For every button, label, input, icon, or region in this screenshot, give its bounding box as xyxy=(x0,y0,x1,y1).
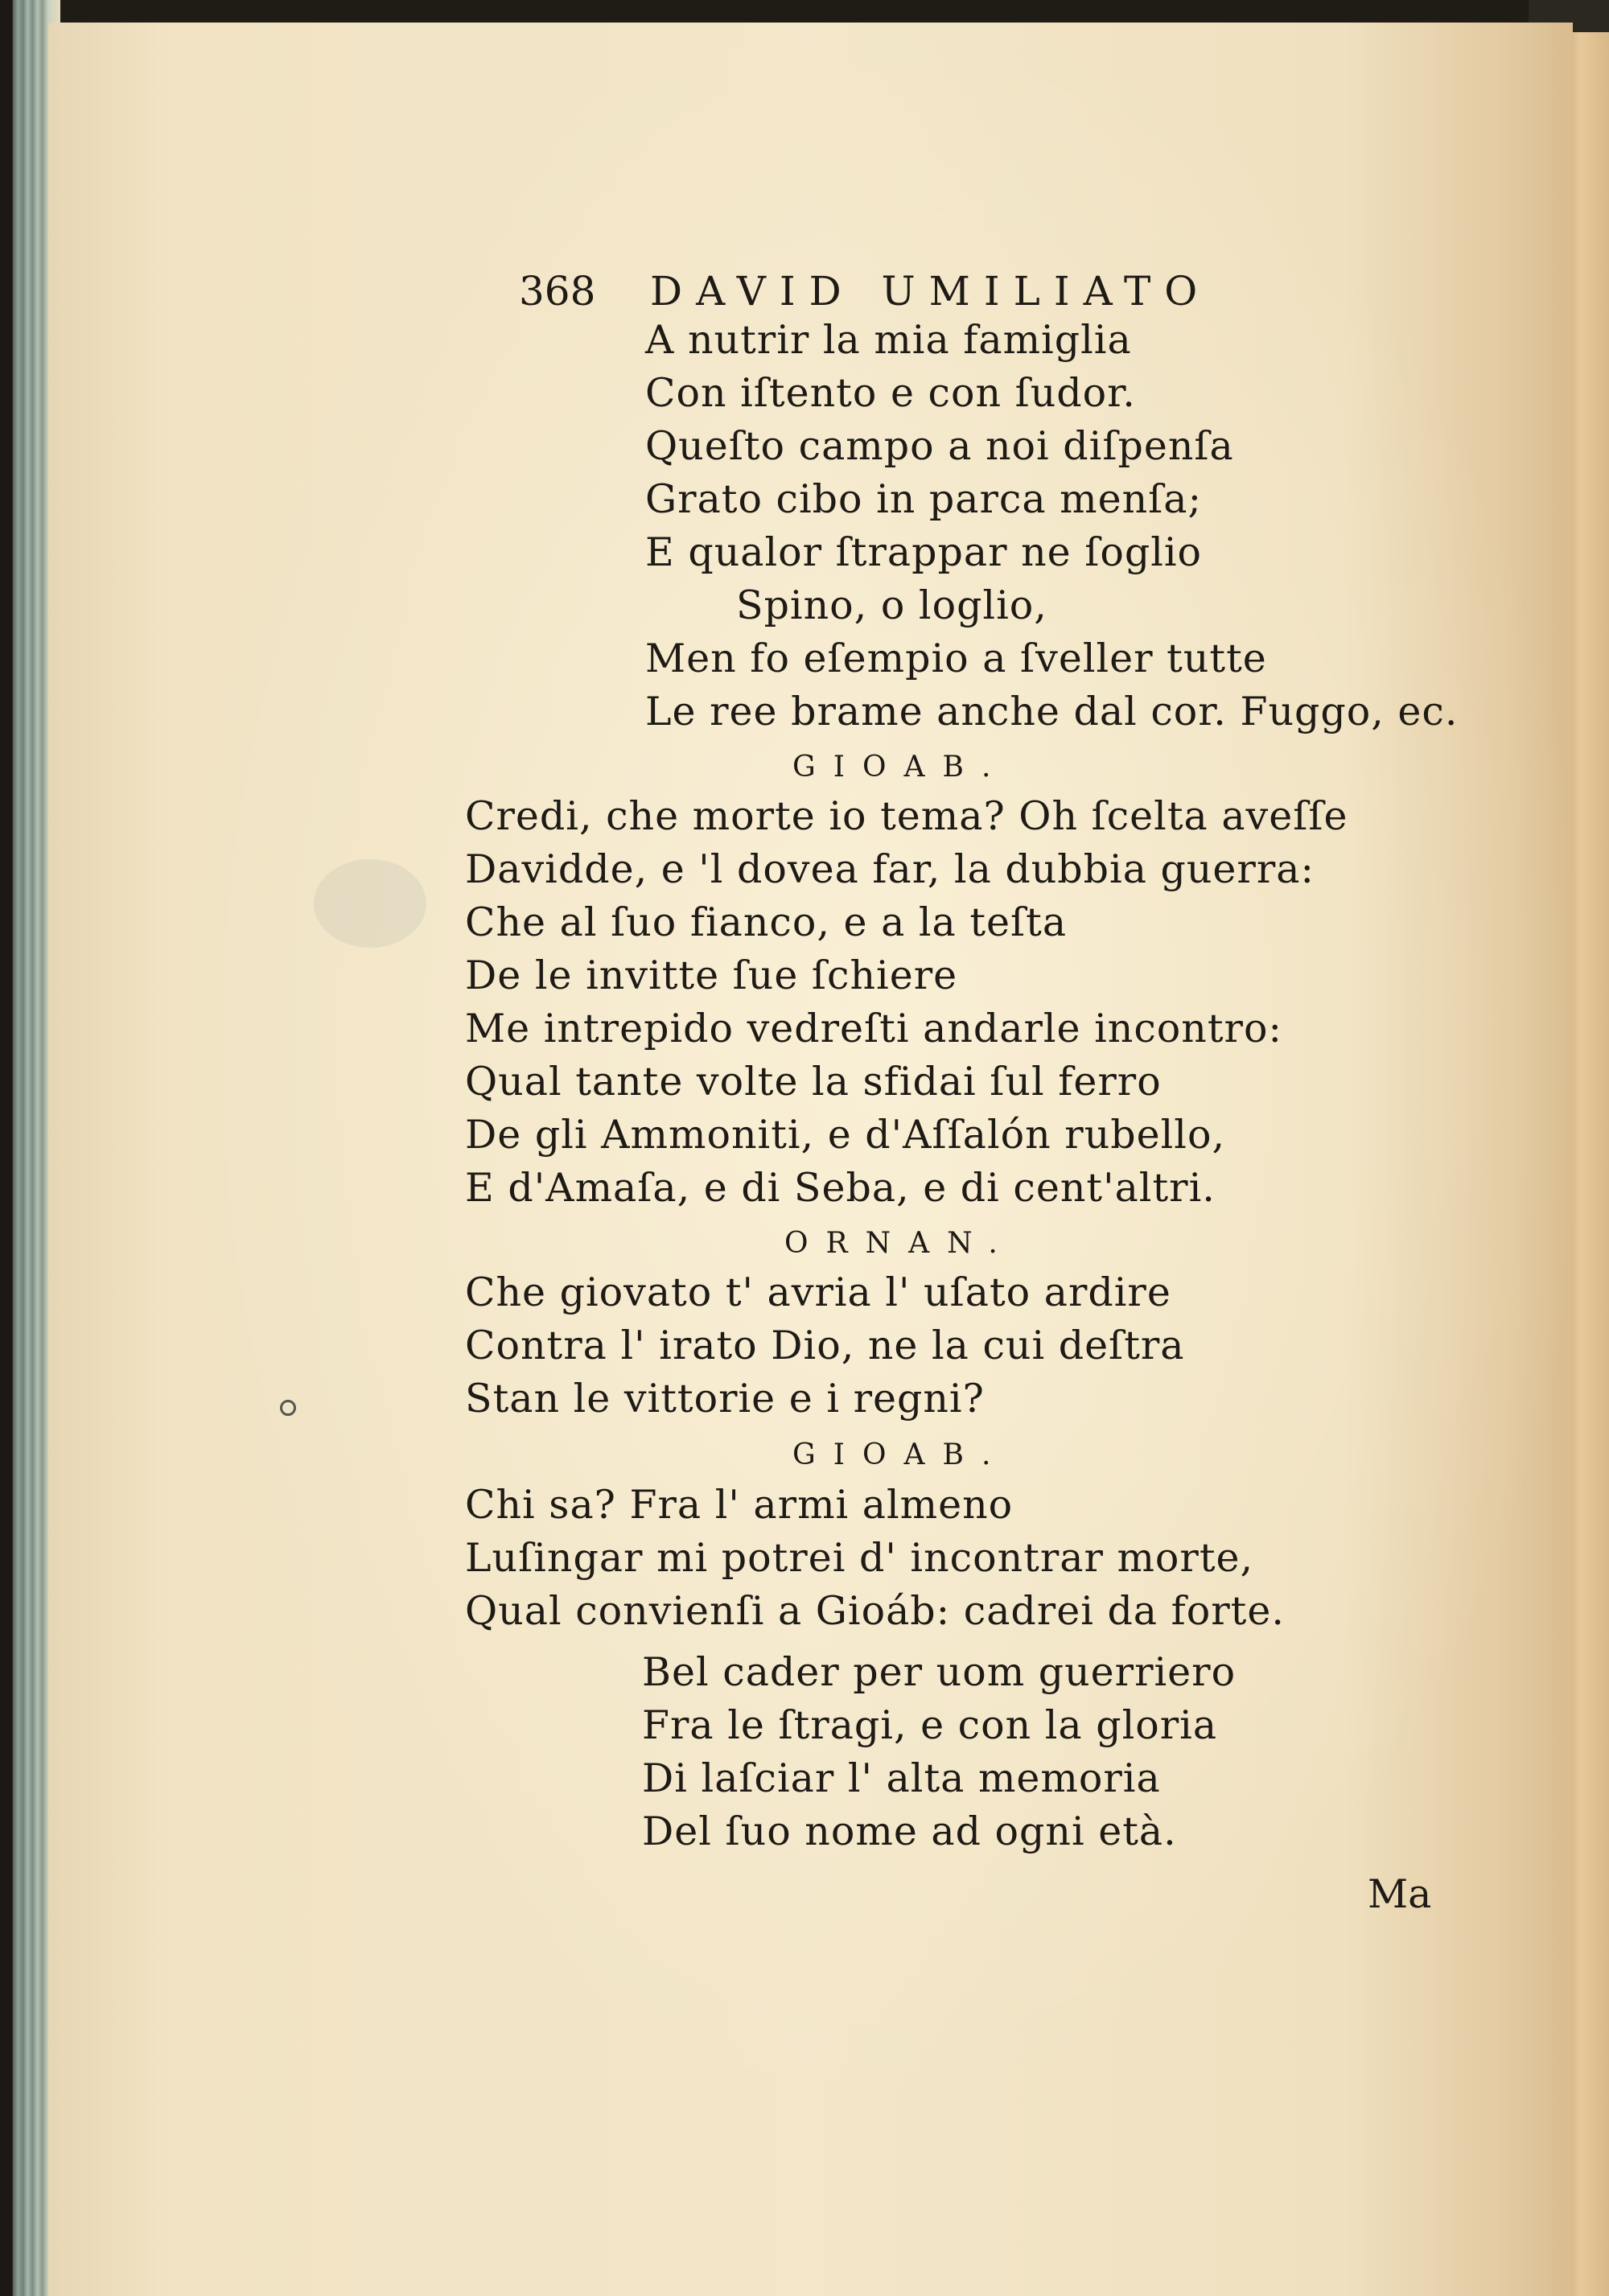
verse-line: Credi, che morte io tema? Oh ſcelta aveſſe xyxy=(465,793,1348,839)
verse-line: A nutrir la mia famiglia xyxy=(645,317,1132,363)
speaker-name: GIOAB. xyxy=(792,1438,1009,1471)
speaker-name: ORNAN. xyxy=(784,1227,1015,1260)
verse-line: Fra le ſtragi, e con la gloria xyxy=(642,1702,1218,1748)
verse-line: Del ſuo nome ad ogni età. xyxy=(642,1808,1177,1854)
verse-line: Contra l' irato Dio, ne la cui deſtra xyxy=(465,1323,1185,1368)
catchword: Ma xyxy=(1368,1871,1432,1917)
verse-line: Davidde, e 'l dovea far, la dubbia guerra: xyxy=(465,846,1315,892)
verse-line: E qualor ſtrappar ne ſoglio xyxy=(645,529,1203,575)
verse-line: Queſto campo a noi diſpenſa xyxy=(645,423,1234,469)
book-page xyxy=(48,23,1573,2296)
verse-line: Che giovato t' avria l' uſato ardire xyxy=(465,1269,1171,1315)
verse-line: Men fo eſempio a ſveller tutte xyxy=(645,636,1267,681)
verse-line: Qual convienſi a Gioáb: cadrei da forte. xyxy=(465,1588,1285,1634)
verse-line: Qual tante volte la sfidai ſul ferro xyxy=(465,1059,1162,1105)
verse-line: Luſingar mi potrei d' incontrar morte, xyxy=(465,1535,1254,1581)
verse-line: Che al ſuo fianco, e a la teſta xyxy=(465,899,1068,945)
verse-line: E d'Amaſa, e di Seba, e di cent'altri. xyxy=(465,1165,1216,1211)
verse-line: De le invitte ſue ſchiere xyxy=(465,953,958,998)
verse-line: Chi sa? Fra l' armi almeno xyxy=(465,1482,1014,1528)
verse-line: Bel cader per uom guerriero xyxy=(642,1649,1237,1695)
verse-line: Grato cibo in parca menſa; xyxy=(645,476,1203,522)
pinhole-mark xyxy=(280,1400,296,1416)
foxing-stain xyxy=(314,859,426,948)
verse-line: Stan le vittorie e i regni? xyxy=(465,1376,985,1422)
running-title: DAVID UMILIATO xyxy=(650,268,1212,315)
speaker-name: GIOAB. xyxy=(792,751,1009,784)
verse-line: Di laſciar l' alta memoria xyxy=(642,1755,1161,1801)
verse-line: Me intrepido vedreſti andarle incontro: xyxy=(465,1006,1282,1051)
verse-line: Con iſtento e con ſudor. xyxy=(645,370,1136,416)
verse-line: Spino, o loglio, xyxy=(736,582,1047,628)
page-number: 368 xyxy=(519,268,596,315)
verse-line: Le ree brame anche dal cor. Fuggo, ec. xyxy=(645,689,1459,734)
verse-line: De gli Ammoniti, e d'Aſſalón rubello, xyxy=(465,1112,1226,1158)
